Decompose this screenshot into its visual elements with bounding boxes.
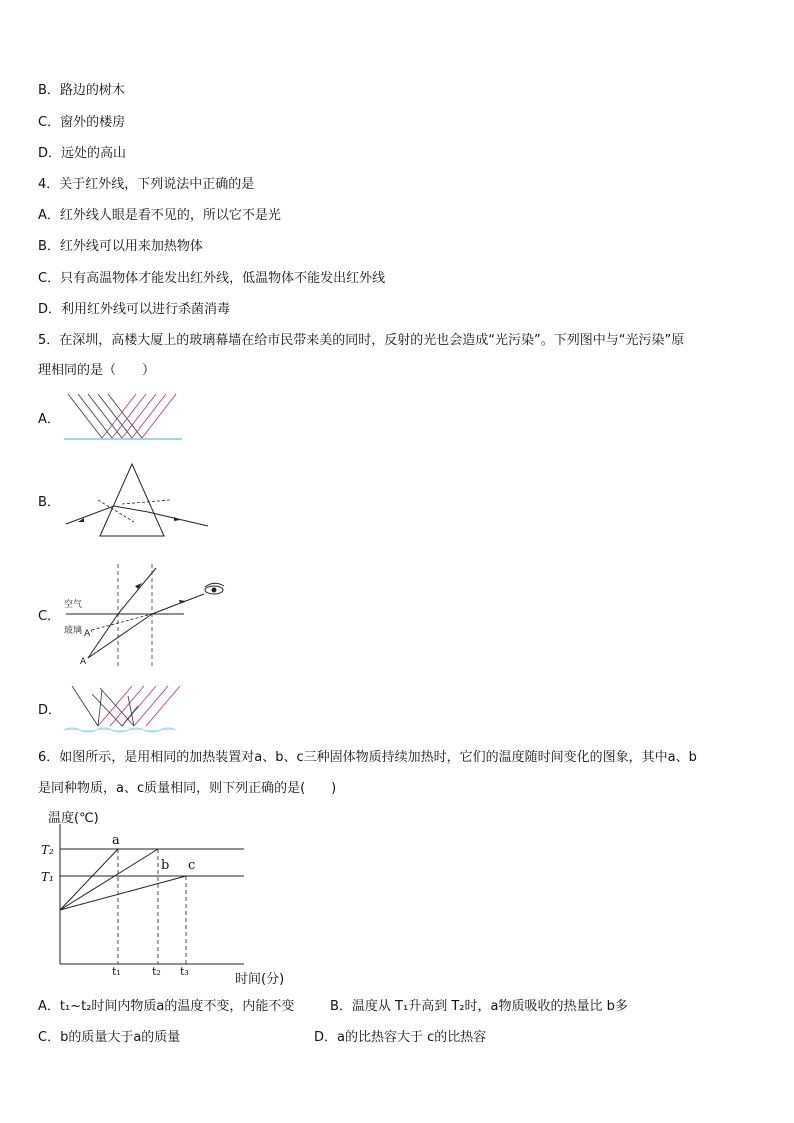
q5-figure-d-diffuse xyxy=(62,682,186,736)
q5-fig-c-point-a-prime: A' xyxy=(84,629,93,639)
graph-tick-t1: t₁ xyxy=(112,965,121,978)
q5-stem-line2: 理相同的是（ ） xyxy=(38,363,156,378)
graph-t1-label: T₁ xyxy=(41,870,54,884)
q5-label-d: D． xyxy=(38,703,62,718)
q6-option-a: A．t₁~t₂时间内物质a的温度不变，内能不变 xyxy=(38,999,295,1014)
q5-label-c: C． xyxy=(38,609,61,624)
q4-stem: 4．关于红外线，下列说法中正确的是 xyxy=(38,177,255,192)
q6-option-b: B．温度从 T₁升高到 T₂时，a物质吸收的热量比 b多 xyxy=(330,999,628,1014)
q5-stem-line1: 5．在深圳，高楼大厦上的玻璃幕墙在给市民带来美的同时，反射的光也会造成“光污染”。下列图中与“光污染”原 xyxy=(38,333,685,348)
graph-t2-label: T₂ xyxy=(41,843,54,857)
q6-temperature-time-graph xyxy=(30,806,310,990)
graph-xlabel: 时间(分) xyxy=(235,972,285,987)
q6-stem-line1: 6．如图所示，是用相同的加热装置对a、b、c三种固体物质持续加热时，它们的温度随时间变化的图象，其中a、b xyxy=(38,750,697,765)
q3-option-b: B．路边的树木 xyxy=(38,83,125,98)
q3-option-c: C．窗外的楼房 xyxy=(38,115,126,130)
q5-fig-c-point-a: A xyxy=(80,657,87,667)
q5-label-b: B． xyxy=(38,495,60,510)
q5-fig-c-air-label: 空气 xyxy=(64,600,83,610)
graph-tick-t3: t₃ xyxy=(180,965,189,978)
graph-curve-c-label: c xyxy=(188,858,196,873)
graph-curve-a-label: a xyxy=(112,833,120,848)
q6-stem-line2: 是同种物质，a、c质量相同，则下列正确的是( ) xyxy=(38,781,337,796)
q6-option-c: C．b的质量大于a的质量 xyxy=(38,1030,181,1045)
q4-option-b: B．红外线可以用来加热物体 xyxy=(38,239,203,254)
q4-option-c: C．只有高温物体才能发出红外线，低温物体不能发出红外线 xyxy=(38,271,386,286)
q3-option-d: D．远处的高山 xyxy=(38,146,127,161)
q5-figure-b-prism xyxy=(62,460,212,542)
q6-option-d: D．a的比热容大于 c的比热容 xyxy=(314,1030,487,1045)
curve-c xyxy=(60,876,186,910)
q4-option-a: A．红外线人眼是看不见的，所以它不是光 xyxy=(38,208,281,223)
graph-curve-b-label: b xyxy=(161,858,170,873)
graph-tick-t2: t₂ xyxy=(152,965,161,978)
q5-label-a: A． xyxy=(38,412,60,427)
q5-figure-a-reflection xyxy=(62,392,186,444)
q4-option-d: D．利用红外线可以进行杀菌消毒 xyxy=(38,302,231,317)
q5-fig-c-glass-label: 玻璃 xyxy=(64,626,83,636)
q5-figure-c-refraction xyxy=(62,560,232,670)
graph-ylabel: 温度(℃) xyxy=(48,811,99,826)
